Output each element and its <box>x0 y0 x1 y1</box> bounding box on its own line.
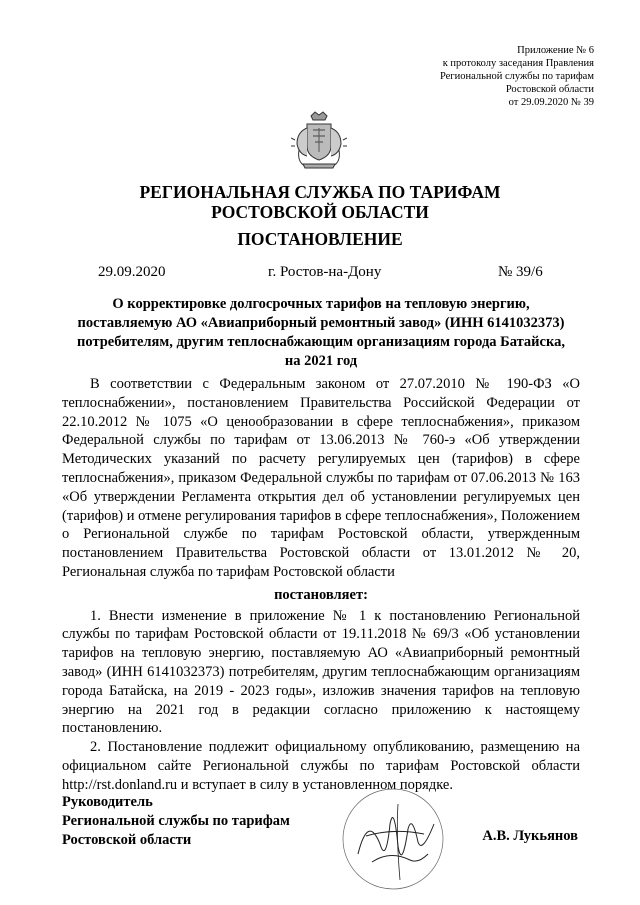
handwritten-signature-icon <box>338 784 448 894</box>
document-subject <box>62 295 580 371</box>
coat-of-arms-icon <box>291 110 347 172</box>
document-type: ПОСТАНОВЛЕНИЕ <box>237 229 403 249</box>
org-name-line1: РЕГИОНАЛЬНАЯ СЛУЖБА ПО ТАРИФАМ <box>139 182 501 202</box>
org-name-line2: РОСТОВСКОЙ ОБЛАСТИ <box>211 202 429 222</box>
signatory-title-line: Ростовской области <box>62 831 192 848</box>
signatory-name: А.В. Лукьянов <box>482 828 578 844</box>
signatory-title-line: Руководитель <box>62 794 153 810</box>
subject-line: О корректировке долгосрочных тарифов на тепловую энергию, <box>112 296 530 312</box>
preamble-paragraph: В соответствии с Федеральным законом от 27.07.2010 № 190-ФЗ «О теплоснабжении», постановлением Правительства Российской Федерации от 22.10.2012 № 1075 «О ценообразовании в сфере теплоснабжения», приказом Федеральной службы по тарифам от 13.06.2013 № 760-э «Об утверждении Методических указаний по расчету регулируемых цен (тарифов) в сфере теплоснабжения», приказом Федеральной службы по тарифам от 07.06.2013 № 163 «Об утверждении Регламента открытия дел об установлении регулируемых цен (тарифов) и отмене регулирования тарифов в сфере теплоснабжения», Положением о Региональной службе по тарифам Ростовской области, утвержденным постановлением Правительства Ростовской области от 13.01.2012 № 20, Региональная служба по тарифам Ростовской области <box>62 376 580 580</box>
signatory-title-line: Региональной службы по тарифам <box>62 812 290 829</box>
appendix-line: Ростовской области <box>505 84 594 95</box>
item-2-paragraph: 2. Постановление подлежит официальному опубликованию, размещению на официальном сайте Региональной службы по тарифам Ростовской области http://rst.donland.ru и вступает в силу в установленном порядке. <box>62 739 580 793</box>
item-1-paragraph: 1. Внести изменение в приложение № 1 к постановлению Региональной службы по тарифам Ростовской области от 19.11.2018 № 69/3 «Об установлении тарифов на тепловую энергию, поставляемую АО «Авиаприборный ремонтный завод» (ИНН 6141032373) потребителям, другим теплоснабжающим организациям города Батайска, на 2019 - 2023 годы», изложив значения тарифов на тепловую энергию на 2021 год в редакции согласно приложению к настоящему постановлению. <box>62 607 580 737</box>
subject-line: поставляемую АО «Авиаприборный ремонтный завод» (ИНН 6141032373) <box>77 315 565 331</box>
document-date: 29.09.2020 <box>98 264 166 280</box>
appendix-line: Региональной службы по тарифам <box>439 71 594 82</box>
appendix-line: Приложение № 6 <box>517 45 594 56</box>
decree-heading: постановляет: <box>274 586 368 603</box>
signatory-title <box>62 793 290 849</box>
subject-line: на 2021 год <box>284 353 358 369</box>
subject-line: потребителям, другим теплоснабжающим организациям города Батайска, <box>77 334 565 350</box>
document-number: № 39/6 <box>498 264 543 280</box>
appendix-line: к протоколу заседания Правления <box>442 58 594 69</box>
appendix-note <box>374 44 594 109</box>
document-city: г. Ростов-на-Дону <box>268 264 382 280</box>
appendix-line: от 29.09.2020 № 39 <box>508 97 594 108</box>
document-body <box>62 375 580 795</box>
